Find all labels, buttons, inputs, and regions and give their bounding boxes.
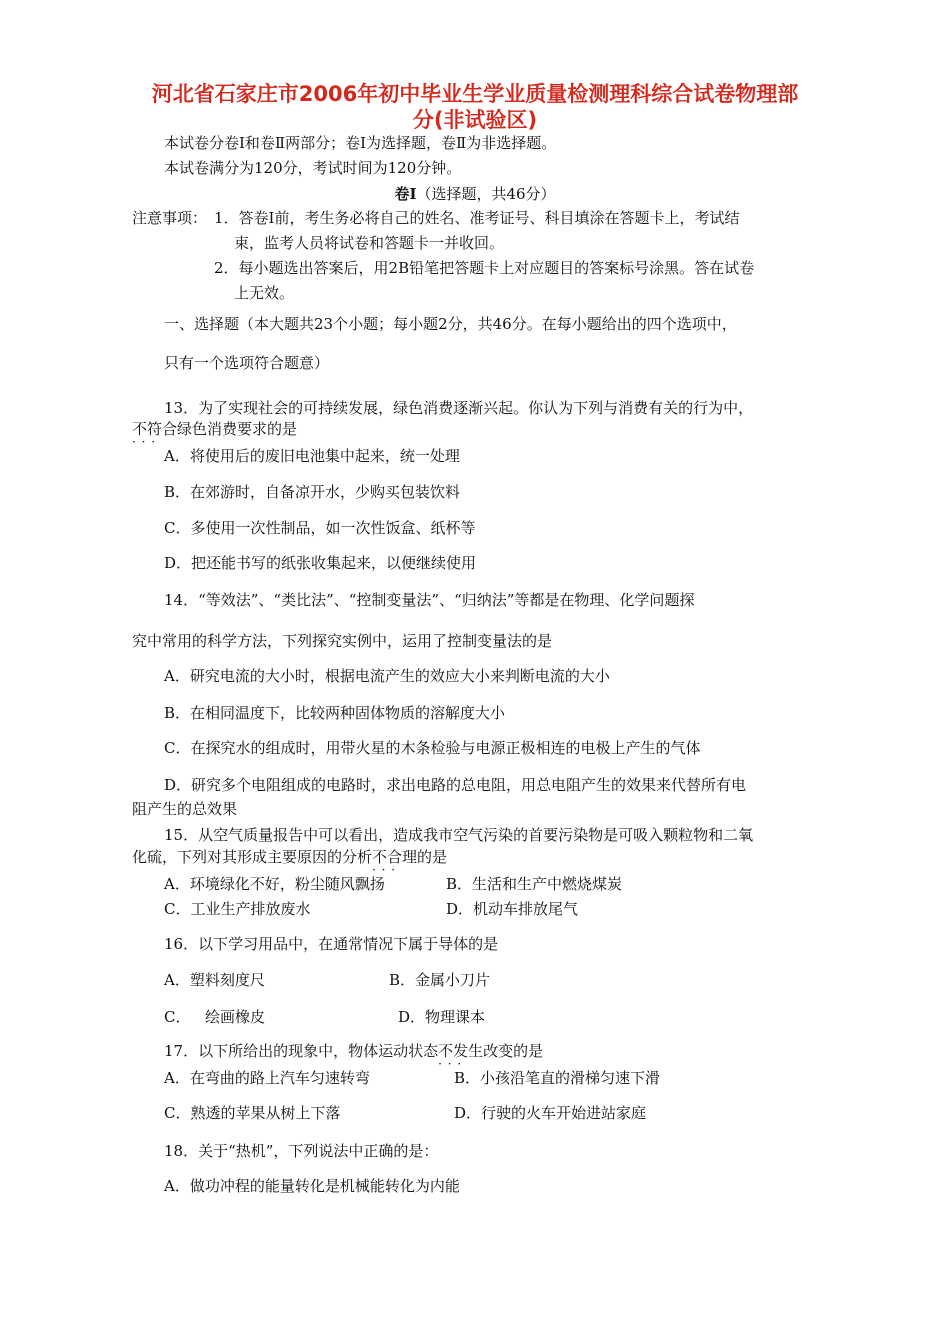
q13-option-c: C．多使用一次性制品，如一次性饭盒、纸杯等 [164,519,476,537]
q17-option-a: A．在弯曲的路上汽车匀速转弯 [164,1069,370,1087]
q17-stem-post: 改变的是 [483,1042,544,1060]
q16-option-b: B．金属小刀片 [389,971,491,989]
q16-option-c-text: 绘画橡皮 [205,1008,266,1026]
q15-stem-line1: 15．从空气质量报告中可以看出，造成我市空气污染的首要污染物是可吸入颗粒物和二氧 [164,826,754,844]
q17-option-b: B．小孩沿笔直的滑梯匀速下滑 [454,1069,661,1087]
q16-option-c-label: C． [164,1008,191,1026]
q13-stem-rest: 绿色消费要求的是 [177,420,298,438]
notice-item2-line2: 上无效。 [234,284,295,302]
notice-item2-line1: 2．每小题选出答案后，用2B铅笔把答题卡上对应题目的答案标号涂黑。答在试卷 [214,259,755,277]
notice-item1-line1: 1．答卷Ⅰ前，考生务必将自己的姓名、准考证号、科目填涂在答题卡上，考试结 [214,209,740,227]
intro-line2: 本试卷满分为120分，考试时间为120分钟。 [164,159,462,177]
q13-option-b: B．在郊游时，自备凉开水，少购买包装饮料 [164,483,461,501]
q14-option-b: B．在相同温度下，比较两种固体物质的溶解度大小 [164,704,506,722]
section-label: 卷Ⅰ [394,185,417,203]
intro-line1: 本试卷分卷Ⅰ和卷Ⅱ两部分；卷Ⅰ为选择题，卷Ⅱ为非选择题。 [164,134,557,152]
q18-stem: 18．关于“热机”，下列说法中正确的是： [164,1142,439,1160]
q17-option-c: C．熟透的苹果从树上下落 [164,1104,341,1122]
document-title-line2: 分(非试验区) [412,108,538,132]
q17-option-d: D．行驶的火车开始进站家庭 [454,1104,647,1122]
q17-stem-pre: 17．以下所给出的现象中，物体运动状态 [164,1042,439,1060]
q14-option-a: A．研究电流的大小时，根据电流产生的效应大小来判断电流的大小 [164,667,610,685]
q15-option-b: B．生活和生产中燃烧煤炭 [446,875,623,893]
notice-item1-line2: 束，监考人员将试卷和答题卡一并收回。 [234,234,505,252]
part1-line1: 一、选择题（本大题共23个小题；每小题2分，共46分。在每小题给出的四个选项中， [164,315,737,333]
q16-option-a: A．塑料刻度尺 [164,971,265,989]
q14-stem-line1: 14．“等效法”、“类比法”、“控制变量法”、“归纳法”等都是在物理、化学问题探 [164,591,695,609]
q13-emphasis: 不符合 · · · [132,419,177,439]
q13-option-d: D．把还能书写的纸张收集起来，以便继续使用 [164,554,477,572]
document-title-line1: 河北省石家庄市2006年初中毕业生学业质量检测理科综合试卷物理部 [151,82,799,106]
q14-stem-line2: 究中常用的科学方法，下列探究实例中，运用了控制变量法的是 [132,632,553,650]
section-note: （选择题，共46分） [416,185,556,203]
q18-option-a: A．做功冲程的能量转化是机械能转化为内能 [164,1177,460,1195]
notice-label: 注意事项： [132,209,208,227]
section-heading [0,184,950,204]
q15-emphasis: 不合理 · · · [372,847,417,867]
q17-stem [164,1041,543,1061]
q13-stem-line2 [132,419,297,439]
q15-stem-post: 的是 [417,848,448,866]
part1-line2: 只有一个选项符合题意） [164,354,330,372]
q13-option-a: A．将使用后的废旧电池集中起来，统一处理 [164,447,460,465]
q15-option-c: C．工业生产排放废水 [164,900,311,918]
q14-option-d-line2: 阻产生的总效果 [132,800,238,818]
q15-option-a: A．环境绿化不好，粉尘随风飘扬 [164,875,385,893]
q14-option-c: C．在探究水的组成时，用带火星的木条检验与电源正极相连的电极上产生的气体 [164,739,701,757]
q15-option-d: D．机动车排放尾气 [446,900,579,918]
q13-stem-line1: 13．为了实现社会的可持续发展，绿色消费逐渐兴起。你认为下列与消费有关的行为中， [164,399,754,417]
q16-stem: 16．以下学习用品中，在通常情况下属于导体的是 [164,935,499,953]
q15-stem-line2 [132,847,447,867]
q15-stem-pre: 化硫，下列对其形成主要原因的分析 [132,848,373,866]
q16-option-d: D．物理课本 [398,1008,486,1026]
q17-emphasis: 不发生 · · · [438,1041,483,1061]
q14-option-d-line1: D．研究多个电阻组成的电路时，求出电路的总电阻，用总电阻产生的效果来代替所有电 [164,776,747,794]
